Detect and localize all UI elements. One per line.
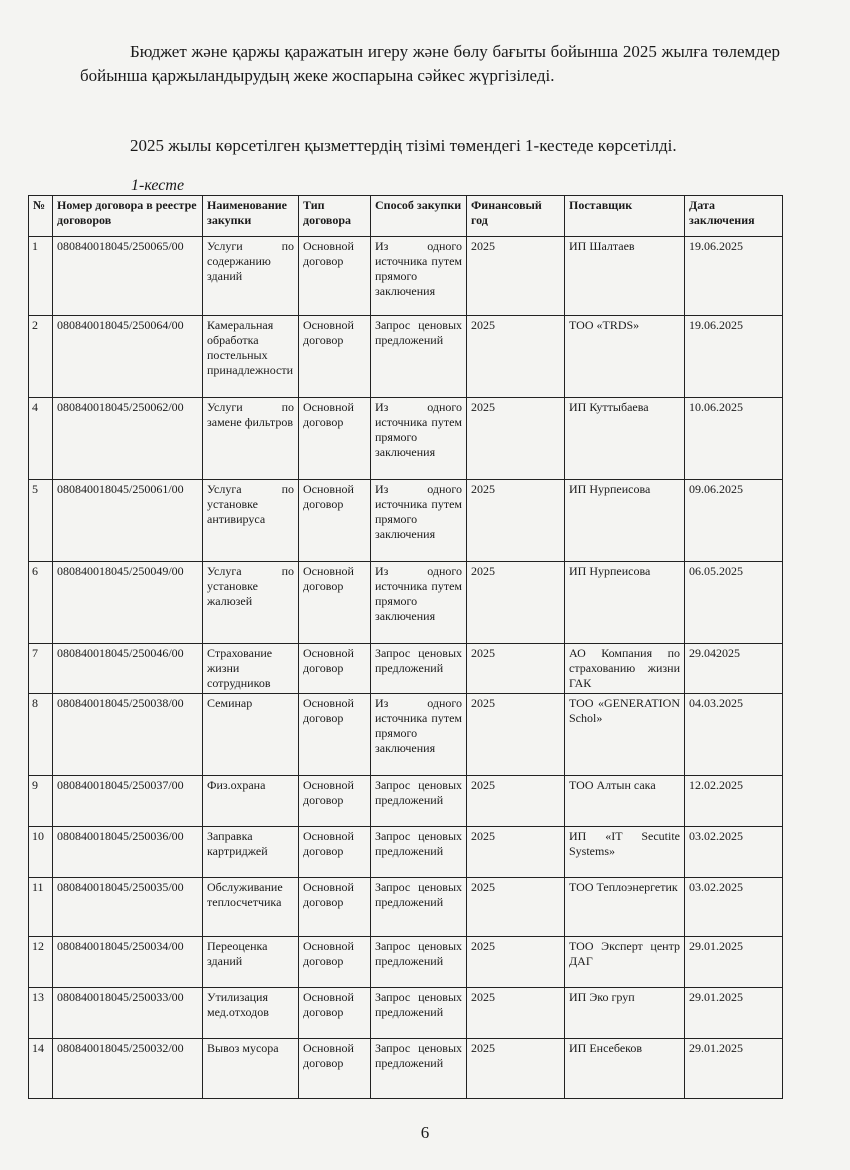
cell-type: Основной договор xyxy=(299,562,371,644)
page-number: 6 xyxy=(420,1123,430,1142)
cell-supplier: ТОО Теплоэнергетик xyxy=(565,878,685,937)
table-row xyxy=(29,988,783,1039)
table-row xyxy=(29,827,783,878)
cell-contract: 080840018045/250046/00 xyxy=(53,644,203,694)
cell-name: Камеральная обработка постельных принадлежности xyxy=(203,316,299,398)
list-paragraph: 2025 жылы көрсетілген қызметтердің тізімі төмендегі 1-кестеде көрсетілді. xyxy=(130,136,677,155)
cell-year: 2025 xyxy=(467,398,565,480)
cell-type: Основной договор xyxy=(299,937,371,988)
table-row xyxy=(29,878,783,937)
cell-num: 6 xyxy=(29,562,53,644)
cell-date: 29.01.2025 xyxy=(685,937,783,988)
cell-type: Основной договор xyxy=(299,827,371,878)
cell-type: Основной договор xyxy=(299,1039,371,1099)
cell-type: Основной договор xyxy=(299,776,371,827)
cell-supplier: ИП Эко груп xyxy=(565,988,685,1039)
cell-supplier: ИП Куттыбаева xyxy=(565,398,685,480)
cell-type: Основной договор xyxy=(299,878,371,937)
header-date: Дата заключения xyxy=(685,196,783,237)
cell-num: 12 xyxy=(29,937,53,988)
cell-date: 19.06.2025 xyxy=(685,316,783,398)
cell-num: 4 xyxy=(29,398,53,480)
cell-name: Страхование жизни сотрудников xyxy=(203,644,299,694)
cell-date: 04.03.2025 xyxy=(685,694,783,776)
cell-contract: 080840018045/250036/00 xyxy=(53,827,203,878)
cell-date: 03.02.2025 xyxy=(685,827,783,878)
intro-paragraph: Бюджет және қаржы қаражатын игеру және бөлу бағыты бойынша 2025 жылға төлемдер бойынша қаржыландырудың жеке жоспарына сәйкес жүргізіледі. xyxy=(80,42,780,85)
cell-method: Запрос ценовых предложений xyxy=(371,1039,467,1099)
table-row xyxy=(29,316,783,398)
cell-supplier: АО Компания по страхованию жизни ГАК xyxy=(565,644,685,694)
cell-year: 2025 xyxy=(467,694,565,776)
cell-supplier: ТОО Эксперт центр ДАГ xyxy=(565,937,685,988)
cell-supplier: ИП Шалтаев xyxy=(565,237,685,316)
cell-contract: 080840018045/250061/00 xyxy=(53,480,203,562)
cell-supplier: ИП Нурпеисова xyxy=(565,480,685,562)
cell-contract: 080840018045/250038/00 xyxy=(53,694,203,776)
cell-type: Основной договор xyxy=(299,316,371,398)
cell-type: Основной договор xyxy=(299,694,371,776)
cell-year: 2025 xyxy=(467,937,565,988)
cell-type: Основной договор xyxy=(299,644,371,694)
header-supplier: Поставщик xyxy=(565,196,685,237)
cell-name: Вывоз мусора xyxy=(203,1039,299,1099)
cell-contract: 080840018045/250064/00 xyxy=(53,316,203,398)
cell-num: 11 xyxy=(29,878,53,937)
cell-num: 14 xyxy=(29,1039,53,1099)
cell-name: Утилизация мед.отходов xyxy=(203,988,299,1039)
cell-num: 10 xyxy=(29,827,53,878)
cell-type: Основной договор xyxy=(299,398,371,480)
cell-contract: 080840018045/250037/00 xyxy=(53,776,203,827)
cell-method: Запрос ценовых предложений xyxy=(371,878,467,937)
cell-contract: 080840018045/250034/00 xyxy=(53,937,203,988)
table-row xyxy=(29,776,783,827)
cell-name: Услуги по содержанию зданий xyxy=(203,237,299,316)
cell-type: Основной договор xyxy=(299,237,371,316)
cell-contract: 080840018045/250035/00 xyxy=(53,878,203,937)
cell-date: 09.06.2025 xyxy=(685,480,783,562)
header-year: Финансовый год xyxy=(467,196,565,237)
cell-method: Запрос ценовых предложений xyxy=(371,937,467,988)
cell-year: 2025 xyxy=(467,1039,565,1099)
cell-year: 2025 xyxy=(467,316,565,398)
cell-supplier: ТОО Алтын сака xyxy=(565,776,685,827)
cell-date: 29.01.2025 xyxy=(685,1039,783,1099)
cell-num: 2 xyxy=(29,316,53,398)
cell-method: Из одного источника путем прямого заключения xyxy=(371,694,467,776)
cell-method: Запрос ценовых предложений xyxy=(371,988,467,1039)
cell-supplier: ТОО «GENERATION Schol» xyxy=(565,694,685,776)
cell-date: 29.01.2025 xyxy=(685,988,783,1039)
cell-name: Услуга по установке жалюзей xyxy=(203,562,299,644)
cell-num: 1 xyxy=(29,237,53,316)
header-name: Наименование закупки xyxy=(203,196,299,237)
cell-supplier: ТОО «TRDS» xyxy=(565,316,685,398)
cell-supplier: ИП Енсебеков xyxy=(565,1039,685,1099)
cell-name: Физ.охрана xyxy=(203,776,299,827)
header-type: Тип договора xyxy=(299,196,371,237)
table-row xyxy=(29,694,783,776)
cell-supplier: ИП «IT Secutite Systems» xyxy=(565,827,685,878)
cell-method: Запрос ценовых предложений xyxy=(371,827,467,878)
cell-date: 03.02.2025 xyxy=(685,878,783,937)
header-method: Способ закупки xyxy=(371,196,467,237)
cell-supplier: ИП Нурпеисова xyxy=(565,562,685,644)
cell-name: Услуга по установке антивируса xyxy=(203,480,299,562)
cell-year: 2025 xyxy=(467,776,565,827)
cell-contract: 080840018045/250033/00 xyxy=(53,988,203,1039)
cell-num: 8 xyxy=(29,694,53,776)
table-row xyxy=(29,398,783,480)
table-row xyxy=(29,562,783,644)
cell-type: Основной договор xyxy=(299,988,371,1039)
cell-method: Запрос ценовых предложений xyxy=(371,644,467,694)
cell-num: 7 xyxy=(29,644,53,694)
cell-method: Запрос ценовых предложений xyxy=(371,316,467,398)
header-num: № xyxy=(29,196,53,237)
cell-num: 9 xyxy=(29,776,53,827)
cell-date: 12.02.2025 xyxy=(685,776,783,827)
table-row xyxy=(29,237,783,316)
cell-year: 2025 xyxy=(467,988,565,1039)
cell-year: 2025 xyxy=(467,827,565,878)
table-header-row xyxy=(29,196,783,237)
cell-type: Основной договор xyxy=(299,480,371,562)
header-contract: Номер договора в реестре договоров xyxy=(53,196,203,237)
cell-method: Из одного источника путем прямого заключения xyxy=(371,398,467,480)
cell-name: Услуги по замене фильтров xyxy=(203,398,299,480)
cell-date: 19.06.2025 xyxy=(685,237,783,316)
cell-date: 06.05.2025 xyxy=(685,562,783,644)
cell-method: Из одного источника путем прямого заключения xyxy=(371,237,467,316)
cell-name: Обслуживание теплосчетчика xyxy=(203,878,299,937)
cell-contract: 080840018045/250032/00 xyxy=(53,1039,203,1099)
cell-num: 13 xyxy=(29,988,53,1039)
cell-date: 10.06.2025 xyxy=(685,398,783,480)
cell-name: Заправка картриджей xyxy=(203,827,299,878)
cell-date: 29.042025 xyxy=(685,644,783,694)
table-caption: 1-кесте xyxy=(131,177,185,194)
table-row xyxy=(29,644,783,694)
cell-method: Запрос ценовых предложений xyxy=(371,776,467,827)
cell-contract: 080840018045/250049/00 xyxy=(53,562,203,644)
cell-method: Из одного источника путем прямого заключения xyxy=(371,562,467,644)
cell-name: Переоценка зданий xyxy=(203,937,299,988)
cell-year: 2025 xyxy=(467,237,565,316)
cell-year: 2025 xyxy=(467,480,565,562)
cell-name: Семинар xyxy=(203,694,299,776)
cell-year: 2025 xyxy=(467,878,565,937)
cell-year: 2025 xyxy=(467,562,565,644)
cell-num: 5 xyxy=(29,480,53,562)
cell-contract: 080840018045/250065/00 xyxy=(53,237,203,316)
table-row xyxy=(29,480,783,562)
table-row xyxy=(29,1039,783,1099)
cell-year: 2025 xyxy=(467,644,565,694)
table-row xyxy=(29,937,783,988)
contracts-table xyxy=(28,195,783,1099)
cell-contract: 080840018045/250062/00 xyxy=(53,398,203,480)
cell-method: Из одного источника путем прямого заключения xyxy=(371,480,467,562)
